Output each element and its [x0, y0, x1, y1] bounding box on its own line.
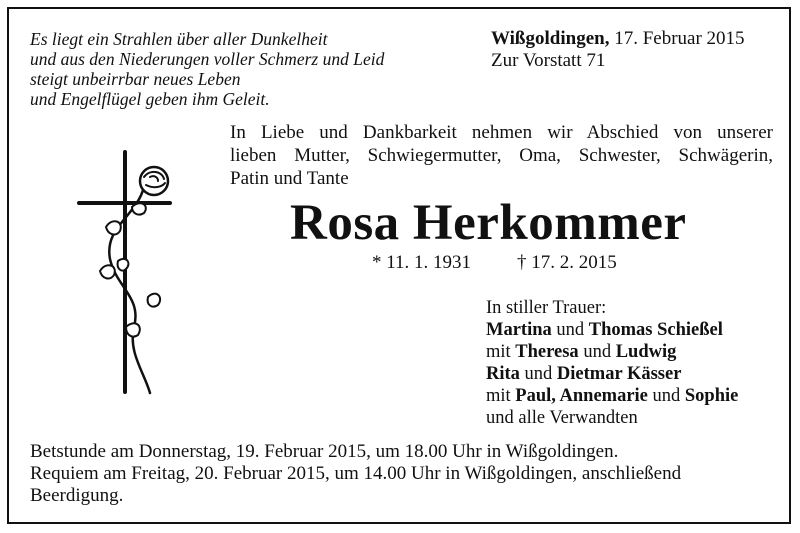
- notice-line: Beerdigung.: [30, 485, 124, 506]
- poem-line: Es liegt ein Strahlen über aller Dunkelheit: [30, 29, 328, 49]
- date: 17. Februar 2015: [614, 28, 745, 49]
- poem-line: und Engelflügel geben ihm Geleit.: [30, 89, 270, 109]
- connector: und: [647, 386, 685, 406]
- connector: und: [578, 342, 616, 362]
- mourner-name: Paul, Annemarie: [515, 386, 648, 406]
- place-name: Wißgoldingen,: [491, 28, 610, 49]
- mourners-list: [486, 297, 738, 429]
- life-dates: [372, 252, 617, 274]
- mourner-name: Sophie: [684, 386, 739, 406]
- address-block: [491, 28, 745, 72]
- connector: mit: [486, 386, 516, 406]
- mourner-name: Ludwig: [615, 342, 677, 362]
- cross-with-rose-icon: [74, 147, 184, 397]
- mourner-name: Dietmar Kässer: [556, 364, 682, 384]
- mourner-row: [486, 341, 738, 363]
- notice-line: Betstunde am Donnerstag, 19. Februar 2015, um 18.00 Uhr in Wißgoldingen.: [30, 441, 619, 462]
- connector: und: [519, 364, 557, 384]
- birth-date: * 11. 1. 1931: [372, 252, 472, 273]
- intro-line: Patin und Tante: [230, 168, 349, 189]
- intro-line: lieben Mutter, Schwiegermutter, Oma, Schwester, Schwägerin,: [230, 145, 773, 166]
- connector: mit: [486, 342, 516, 362]
- place-date: [491, 28, 745, 50]
- intro-line: In Liebe und Dankbarkeit nehmen wir Abschied von unserer: [230, 122, 773, 143]
- poem-line: und aus den Niederungen voller Schmerz und Leid: [30, 49, 385, 69]
- notice-line: Requiem am Freitag, 20. Februar 2015, um 14.00 Uhr in Wißgoldingen, anschließend: [30, 463, 682, 484]
- intro-text: [230, 121, 773, 190]
- death-date: † 17. 2. 2015: [517, 252, 617, 273]
- mourner-row: [486, 319, 738, 341]
- deceased-name: Rosa Herkommer: [290, 195, 687, 251]
- mourner-name: Martina: [486, 320, 552, 340]
- poem: [30, 29, 450, 109]
- mourner-row: und alle Verwandten: [486, 408, 638, 428]
- mourners-heading: In stiller Trauer:: [486, 298, 607, 318]
- mourner-name: Rita: [486, 364, 520, 384]
- connector: und: [551, 320, 589, 340]
- mourner-row: [486, 363, 738, 385]
- street: Zur Vorstatt 71: [491, 50, 606, 71]
- service-notice: [30, 441, 770, 507]
- mourner-name: Thomas Schießel: [588, 320, 723, 340]
- poem-line: steigt unbeirrbar neues Leben: [30, 69, 241, 89]
- mourner-row: [486, 385, 738, 407]
- mourner-name: Theresa: [515, 342, 579, 362]
